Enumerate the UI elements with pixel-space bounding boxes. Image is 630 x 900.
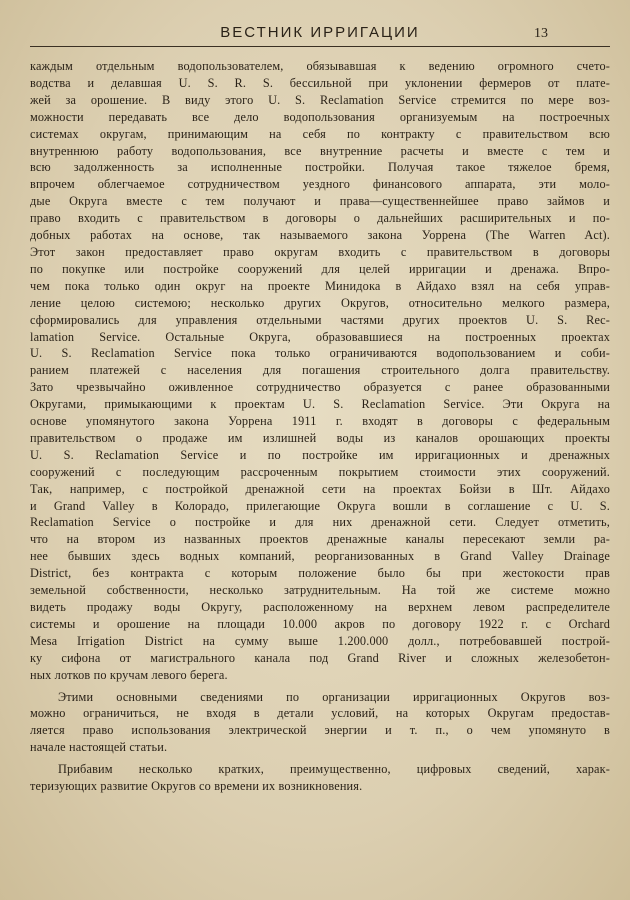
text-line: по покупке или постройке сооружений для целей ирригации и дренажа. Впро- — [30, 261, 610, 276]
running-header — [30, 22, 610, 48]
text-line: U. S. Reclamation Service и по постройке им ирригационных и дренажных — [30, 447, 610, 462]
text-line: Округами, примыкающими к проектам U. S. Reclamation Service. Эти Округа на — [30, 397, 610, 412]
text-line: жей за орошение. В виду этого U. S. Reclamation Service стремится по мере воз- — [30, 92, 610, 107]
text-line: системы и орошение на площади 10.000 акров по договору 1922 г. с Orchard — [30, 616, 610, 631]
journal-title: ВЕСТНИК ИРРИГАЦИИ — [220, 24, 420, 41]
text-line: lamation Service. Остальные Округа, образовавшиеся на построенных проектах — [30, 329, 610, 344]
text-line: нее бывших здесь водных компаний, реорганизованных в Grand Valley Drainage — [30, 549, 610, 564]
text-line: водства и делавшая U. S. R. S. бессильной при уклонении фермеров от плате- — [30, 75, 610, 90]
text-line: Этот закон предоставляет право округам входить с правительством в договоры — [30, 244, 610, 259]
text-line: ных лотков по кручам левого берега. — [30, 667, 228, 682]
text-line: что на втором из названных проектов дренажные каналы пересекают земли ра- — [30, 532, 610, 547]
text-line: впрочем облегчаемое сотрудничеством уездного финансового аппарата, эти моло- — [30, 177, 610, 192]
article-body — [30, 58, 610, 795]
text-line: чем пока только один округ на проекте Минидока в Айдахо взял на себя управ- — [30, 278, 610, 293]
text-line: правительством о продаже им излишней воды из каналов орошающих проекты — [30, 430, 610, 445]
text-line: ку сифона от магистрального канала под Grand River и сложных железобетон- — [30, 650, 610, 665]
text-line: каждым отдельным водопользователем, обязывавшая к ведению огромного счето- — [30, 59, 610, 73]
text-line: теризующих развитие Округов со времени их возникновения. — [30, 779, 363, 794]
paragraph — [30, 58, 610, 684]
paragraph — [30, 689, 610, 757]
text-line: можно ограничиться, не входя в детали условий, на которых Округам предостав- — [30, 706, 610, 721]
text-line: можности передавать все дело водопользования организуемым на построечных — [30, 109, 610, 124]
text-line: начале настоящей статьи. — [30, 740, 168, 755]
header-rule — [30, 46, 610, 47]
text-line: Так, например, с постройкой дренажной сети на проектах Бойзи в Шт. Айдахо — [30, 481, 610, 496]
text-line: право входить с правительством в договоры о дальнейших расширительных и по- — [30, 211, 610, 226]
page-number: 13 — [534, 26, 548, 41]
text-line: сооружений с последующим рассроченным покрытием стоимости этих сооружений. — [30, 464, 610, 479]
text-line: ранием платежей с населения для погашения строительного долга правительству. — [30, 363, 610, 378]
text-line: Reclamation Service о постройке и для них дренажной сети. Следует отметить, — [30, 515, 610, 530]
text-line: и Grand Valley в Колорадо, прилегающие Округа вошли в соглашение с U. S. — [30, 498, 610, 513]
text-line: ляется право использования электрической энергии и т. п., о чем упомянуто в — [30, 723, 610, 738]
text-line: всю задолженность за исполненные постройки. Получая такое тяжелое бремя, — [30, 160, 610, 175]
text-line: District, без контракта с которым положение было бы при жестокости прав — [30, 566, 610, 581]
text-line: внутреннюю работу водопользования, все внутренние расчеты и вместе с тем и — [30, 143, 610, 158]
paragraph — [30, 761, 610, 795]
text-line: Этими основными сведениями по организации ирригационных Округов воз- — [58, 689, 610, 704]
text-line: добных работах на основе, так называемого закона Уоррена (The Warren Act). — [30, 228, 610, 243]
text-line: Прибавим несколько кратких, преимущественно, цифровых сведений, харак- — [58, 762, 610, 777]
text-line: сформировались для управления отдельными частями других проектов U. S. Rec- — [30, 312, 610, 327]
text-line: Зато чрезвычайно оживленное сотрудничество образуется с ранее образованными — [30, 380, 610, 395]
text-line: ление целою системою; несколько других Округов, относительно мелкого размера, — [30, 295, 610, 310]
text-line: U. S. Reclamation Service пока только ограничиваются водопользованием и соби- — [30, 346, 610, 361]
text-line: дые Округа вместе с тем получают и права—существеннейшее право займов и — [30, 194, 610, 209]
text-line: системах округам, принимающим на себя по контракту с правительством всю — [30, 126, 610, 141]
text-line: Mesa Irrigation District на сумму выше 1.200.000 долл., потребовавшей построй- — [30, 633, 610, 648]
text-line: основе упомянутого закона Уоррена 1911 г. входят в договоры с федеральным — [30, 414, 610, 429]
text-line: земельной собственности, несколько затруднительным. На той же системе можно — [30, 583, 610, 598]
text-line: видеть продажу воды Округу, расположенному на верхнем левом распределителе — [30, 600, 610, 614]
